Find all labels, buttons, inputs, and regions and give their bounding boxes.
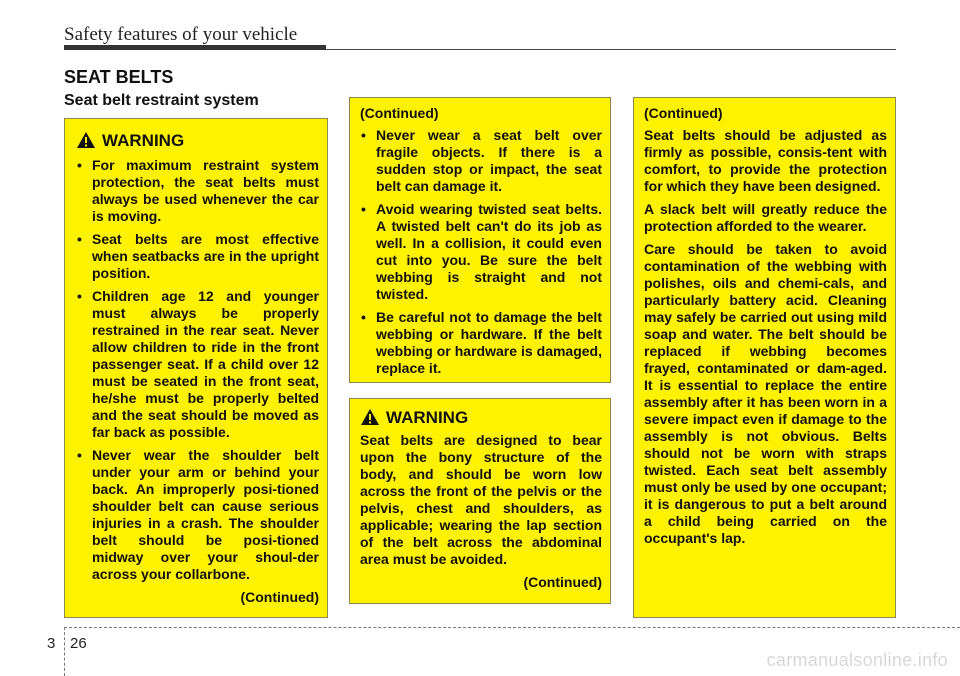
warning-bullet-list (360, 127, 602, 377)
continued-label: (Continued) (523, 574, 602, 590)
warning-heading (76, 131, 319, 149)
footer-rule (64, 627, 960, 628)
subsection-title: Seat belt restraint system (64, 92, 259, 109)
warning-heading-text: WARNING (386, 407, 469, 427)
warning-triangle-icon (76, 131, 96, 149)
warning-triangle-icon (360, 408, 380, 426)
bullet-item: • For maximum restraint system protection, the seat belts must always be used whenever the car is moving. (76, 157, 319, 225)
warning-paragraph: A slack belt will greatly reduce the protection afforded to the wearer. (644, 201, 887, 234)
warning-box-4 (633, 97, 896, 618)
warning-box-2 (349, 97, 611, 383)
footer-divider (64, 627, 65, 676)
bullet-item: • Avoid wearing twisted seat belts. A twisted belt can't do its job as well. In a collision, it could even cut into you. Be sure the belt webbing is straight and not twisted. (360, 201, 602, 303)
continued-label-top: (Continued) (644, 105, 723, 121)
header-rule-thick (64, 45, 326, 50)
header-title: Safety features of your vehicle (64, 24, 298, 45)
bullet-item: • Never wear a seat belt over fragile objects. If there is a sudden stop or impact, the seat belt can damage it. (360, 127, 602, 195)
warning-box-3 (349, 398, 611, 604)
continued-label-top: (Continued) (360, 105, 439, 121)
bullet-item: • Children age 12 and younger must always be properly restrained in the rear seat. Never allow children to ride in the front passenger seat. If a child over 12 must be seated in the front seat, he/she must be properly belted and the seat should be moved as far back as possible. (76, 288, 319, 441)
warning-heading-text: WARNING (102, 130, 185, 150)
warning-paragraph: Seat belts should be adjusted as firmly as possible, consis-tent with comfort, to provide the protection for which they have been designed. (644, 127, 887, 194)
header-rule-thin (326, 49, 896, 50)
section-title: SEAT BELTS (64, 67, 174, 87)
bullet-item: • Be careful not to damage the belt webbing or hardware. If the belt webbing or hardware is damaged, replace it. (360, 309, 602, 377)
warning-heading (360, 408, 602, 426)
continued-label: (Continued) (240, 589, 319, 605)
bullet-item: • Seat belts are most effective when seatbacks are in the upright position. (76, 231, 319, 282)
watermark: carmanualsonline.info (766, 650, 948, 670)
bullet-item: • Never wear the shoulder belt under your arm or behind your back. An improperly posi-tioned shoulder belt can cause serious injuries in a crash. The shoulder belt should be posi-tioned midway over your shoul-der across your collarbone. (76, 447, 319, 583)
warning-paragraph: Seat belts are designed to bear upon the bony structure of the body, and should be worn low across the front of the pelvis or the pelvis, chest and shoulders, as applicable; wearing the lap section of the belt across the abdominal area must be avoided. (360, 432, 602, 567)
warning-bullet-list (76, 157, 319, 583)
warning-box-1 (64, 118, 328, 618)
warning-paragraph: Care should be taken to avoid contamination of the webbing with polishes, oils and chemi-cals, and particularly battery acid. Cleaning may safely be carried out using mild soap and water. The belt should be replaced if webbing becomes frayed, contaminated or dam-aged. It is essential to replace the entire assembly after it has been worn in a severe impact even if damage to the assembly is not obvious. Belts should not be worn with straps twisted. Each seat belt assembly must only be used by one occupant; it is dangerous to put a belt around a child being carried on the occupant's lap. (644, 241, 887, 546)
page-number: 26 (70, 635, 87, 652)
page-chapter: 3 (47, 635, 56, 652)
